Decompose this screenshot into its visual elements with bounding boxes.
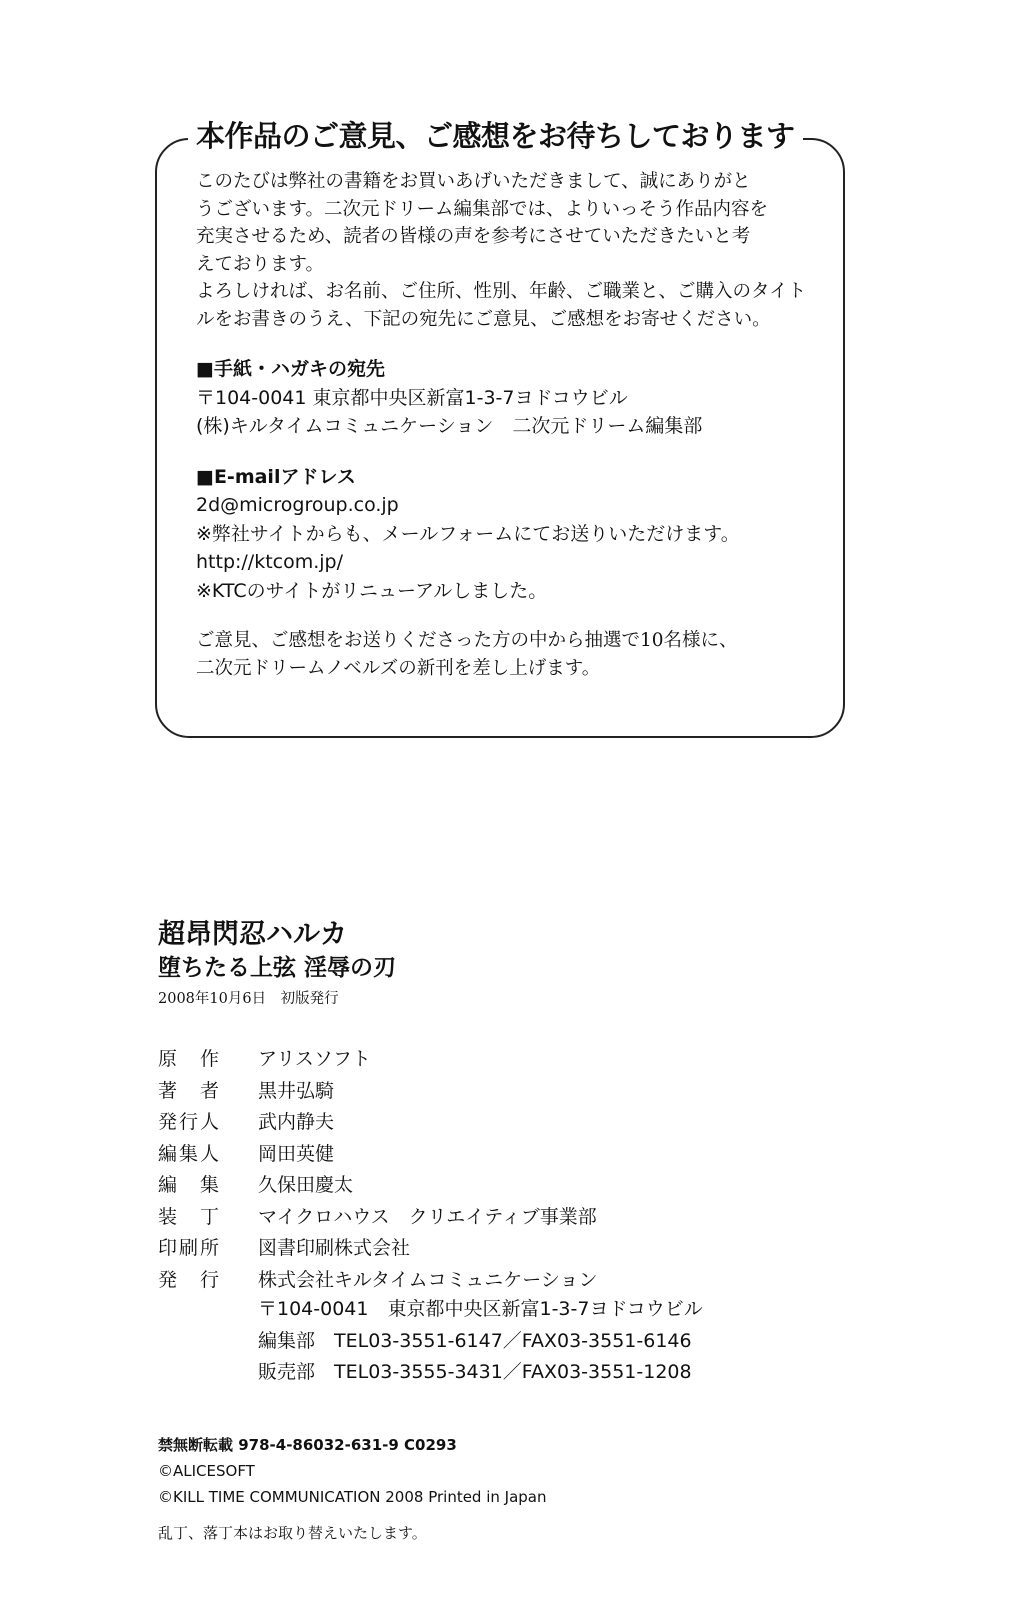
feedback-intro-line: 充実させるため、読者の皆様の声を参考にさせていただきたいと考 <box>196 226 751 247</box>
isbn-line: 禁無断転載 978-4-86032-631-9 C0293 <box>158 1436 457 1454</box>
copyright-killtime: ©KILL TIME COMMUNICATION 2008 Printed in Japan <box>158 1488 547 1506</box>
credit-label: 著 者 <box>158 1079 222 1102</box>
credit-row <box>158 1044 598 1076</box>
credit-label: 編集人 <box>158 1142 222 1165</box>
colophon-header <box>158 918 396 1012</box>
mail-address: 〒104-0041 東京都中央区新富1-3-7ヨドコウビル <box>196 386 628 409</box>
sales-phone: 販売部 TEL03-3555-3431／FAX03-3551-1208 <box>258 1361 692 1383</box>
site-url[interactable]: http://ktcom.jp/ <box>196 551 344 573</box>
book-title: 超昂閃忍ハルカ <box>158 919 347 950</box>
email-heading: ■E-mailアドレス <box>196 465 356 488</box>
credit-value: 久保田慶太 <box>258 1174 354 1196</box>
email-note: ※弊社サイトからも、メールフォームにてお送りいただけます。 <box>196 522 740 545</box>
credit-label: 印刷所 <box>158 1237 222 1259</box>
credit-row <box>158 1107 598 1139</box>
mail-heading: ■手紙・ハガキの宛先 <box>196 358 385 380</box>
closing-line: 二次元ドリームノベルズの新刊を差し上げます。 <box>196 657 601 679</box>
feedback-intro-line: ルをお書きのうえ、下記の宛先にご意見、ご感想をお寄せください。 <box>196 308 771 330</box>
credit-row <box>158 1202 598 1234</box>
email-address[interactable]: 2d@microgroup.co.jp <box>196 494 399 516</box>
credit-value: 株式会社キルタイムコミュニケーション <box>258 1268 598 1291</box>
feedback-intro-line: えております。 <box>196 253 325 275</box>
legal-block <box>158 1432 547 1546</box>
credit-value: 武内静夫 <box>258 1111 335 1133</box>
feedback-title: 本作品のご意見、ご感想をお待ちしております <box>188 114 803 155</box>
credit-label: 編 集 <box>158 1174 222 1196</box>
book-subtitle: 堕ちたる上弦 淫辱の刃 <box>158 955 397 981</box>
copyright-alicesoft: ©ALICESOFT <box>158 1462 255 1480</box>
credit-row <box>158 1076 598 1108</box>
feedback-intro-line: よろしければ、お名前、ご住所、性別、年齢、ご職業と、ご購入のタイト <box>196 281 807 302</box>
replacement-note: 乱丁、落丁本はお取り替えいたします。 <box>158 1524 427 1542</box>
credit-value: 図書印刷株式会社 <box>258 1237 411 1259</box>
credit-value: アリスソフト <box>258 1048 371 1070</box>
credit-row <box>158 1170 598 1202</box>
publisher-address: 〒104-0041 東京都中央区新富1-3-7ヨドコウビル <box>258 1298 703 1320</box>
publisher-contact <box>258 1294 703 1389</box>
credit-value: マイクロハウス クリエイティブ事業部 <box>258 1205 597 1228</box>
publication-date: 2008年10月6日 初版発行 <box>158 991 339 1007</box>
closing-line: ご意見、ご感想をお送りくださった方の中から抽選で10名様に、 <box>196 630 738 651</box>
credit-label: 装 丁 <box>158 1205 222 1228</box>
credit-row <box>158 1139 598 1171</box>
mail-recipient: (株)キルタイムコミュニケーション 二次元ドリーム編集部 <box>196 415 703 437</box>
credit-row <box>158 1233 598 1265</box>
credits-list <box>158 1044 598 1296</box>
feedback-intro-line: このたびは弊社の書籍をお買いあげいただきまして、誠にありがと <box>196 171 751 192</box>
credit-value: 黒井弘騎 <box>258 1079 335 1102</box>
editorial-phone: 編集部 TEL03-3551-6147／FAX03-3551-6146 <box>258 1329 692 1352</box>
credit-row <box>158 1265 598 1297</box>
credit-value: 岡田英健 <box>258 1142 335 1165</box>
credit-label: 発行人 <box>158 1111 222 1133</box>
feedback-intro-line: うございます。二次元ドリーム編集部では、よりいっそう作品内容を <box>196 198 769 220</box>
feedback-body <box>196 168 826 682</box>
credit-label: 発 行 <box>158 1268 222 1291</box>
site-note: ※KTCのサイトがリニューアルしました。 <box>196 579 548 602</box>
credit-label: 原 作 <box>158 1048 222 1070</box>
